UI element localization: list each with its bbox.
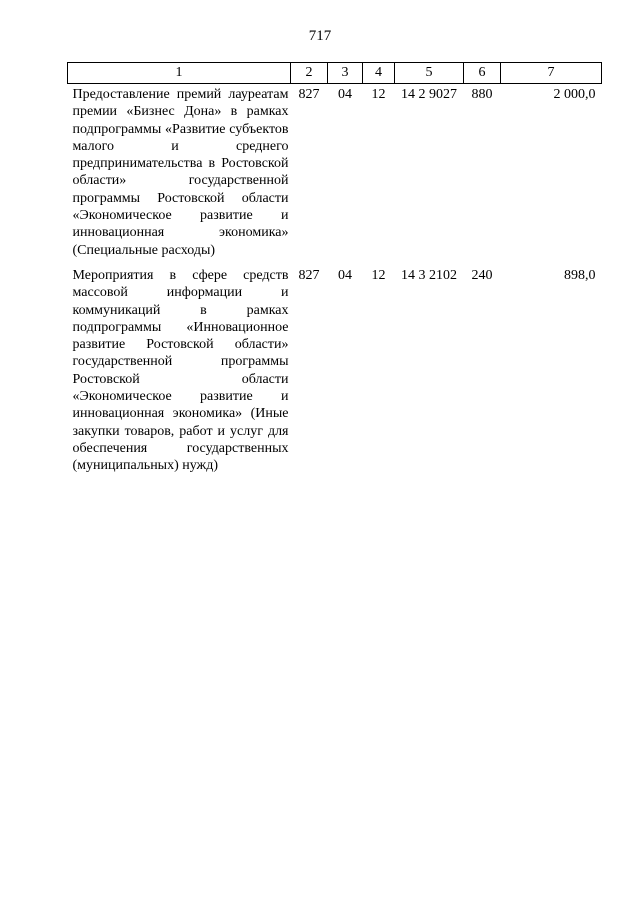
row-expense-type: 880 [471,87,493,102]
row-section-code: 04 [338,87,352,102]
row-amount: 898,0 [564,267,596,283]
row-section-code: 04 [338,267,352,283]
row-amount: 2 000,0 [553,87,596,102]
row-subsection-code: 12 [371,267,386,283]
header-row [68,63,602,84]
row-target-article: 14 2 9027 [401,87,457,102]
row-ministry-code: 827 [298,267,320,283]
table-body [68,84,602,481]
row-description: Предоставление премий лауреатам премии «Бизнес Дона» в рамках подпрограммы «Развитие субъектов малого и среднего предпринимательства в Ростовской области» государственной программы Ростовской области «Экономическое развитие и инновационная экономика» (Специальные расходы) [72,87,289,258]
column-header-7: 7 [501,63,602,84]
row-target-article: 14 3 2102 [401,267,457,283]
column-header-5: 5 [395,63,464,84]
row-expense-type: 240 [471,267,493,283]
column-header-2: 2 [291,63,328,84]
page-number: 717 [308,28,332,44]
column-header-6: 6 [464,63,501,84]
row-subsection-code: 12 [371,87,386,102]
table-header [68,63,602,84]
table-row [68,84,602,265]
column-header-4: 4 [363,63,395,84]
row-ministry-code: 827 [298,87,320,102]
row-description: Мероприятия в сфере средств массовой информации и коммуникаций в рамках подпрограммы «Инновационное развитие Ростовской области» государственной программы Ростовской области «Экономическое развитие и инновационная экономика» (Иные закупки товаров, работ и услуг для обеспечения государственных (муниципальных) нужд) [72,267,289,474]
column-header-3: 3 [328,63,363,84]
budget-table [67,62,602,481]
column-header-1: 1 [68,63,291,84]
table-row [68,265,602,481]
